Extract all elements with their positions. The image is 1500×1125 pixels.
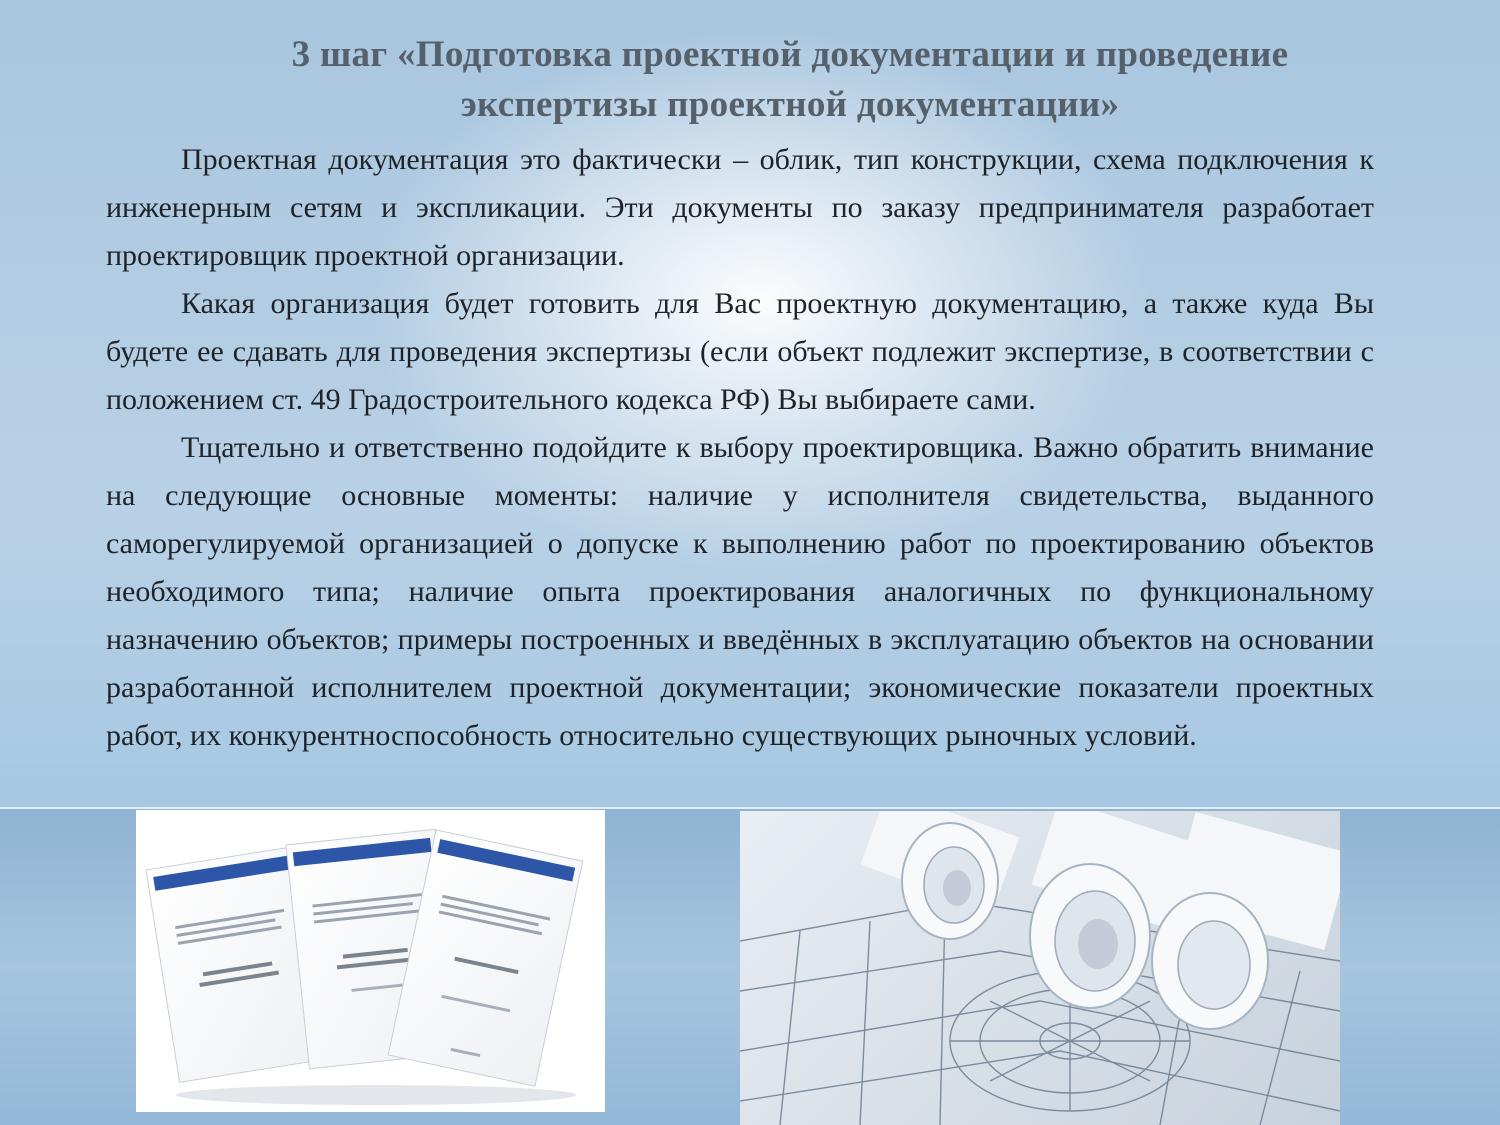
documents-illustration: [136, 810, 605, 1112]
slide-title-line-2: экспертизы проектной документации»: [460, 84, 1120, 125]
paragraph-1: Проектная документация это фактически – облик, тип конструкции, схема подключения к инженерным сетям и экспликации. Эти документы по заказу предпринимателя разработает проектировщик проектной организации.: [106, 143, 1374, 272]
slide-title-line-1: 3 шаг «Подготовка проектной документации и проведение: [291, 34, 1289, 75]
slide-body: [106, 136, 1374, 760]
paragraph-3: Тщательно и ответственно подойдите к выбору проектировщика. Важно обратить внимание на следующие основные моменты: наличие у исполнителя свидетельства, выданного саморегулируемой организацией о допуске к выполнению работ по проектированию объектов необходимого типа; наличие опыта проектирования аналогичных по функциональному назначению объектов; примеры построенных и введённых в эксплуатацию объектов на основании разработанной исполнителем проектной документации; экономические показатели проектных работ, их конкурентноспособность относительно существующих рыночных условий.: [106, 431, 1374, 752]
project-documents-image: [136, 810, 605, 1112]
paragraph-2: Какая организация будет готовить для Вас проектную документацию, а также куда Вы будете ее сдавать для проведения экспертизы (если объект подлежит экспертизе, в соответствии с положением ст. 49 Градостроительного кодекса РФ) Вы выбираете сами.: [106, 287, 1374, 416]
blueprints-image: [740, 811, 1340, 1125]
blueprints-illustration: [740, 811, 1340, 1125]
slide-title: [180, 30, 1400, 130]
